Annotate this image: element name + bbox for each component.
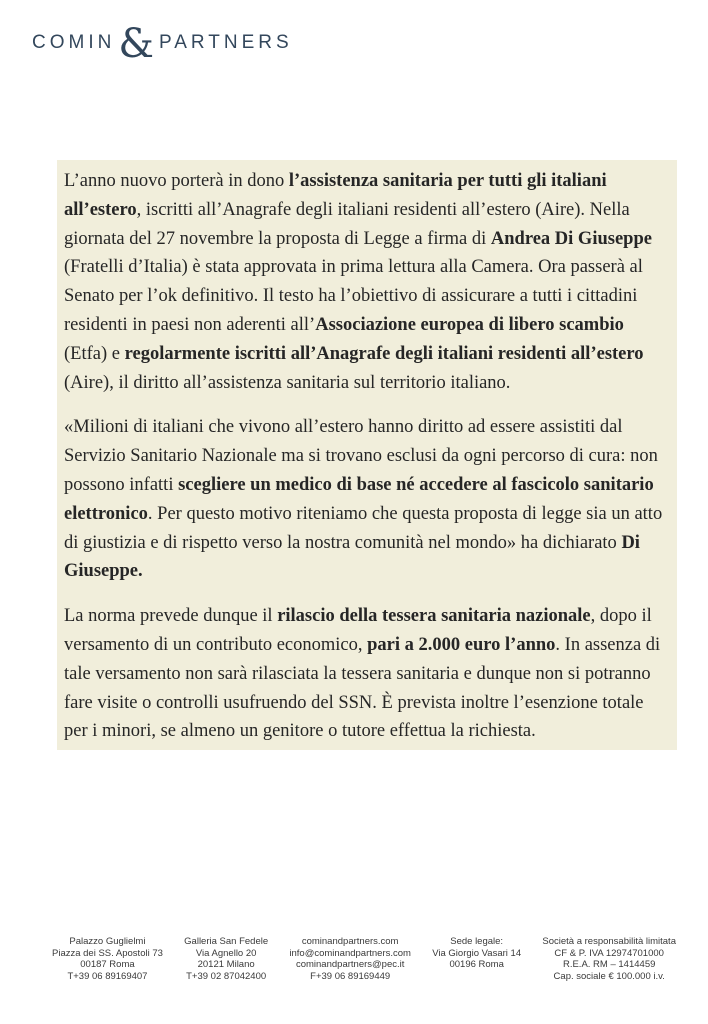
footer-line: Via Agnello 20 [195, 947, 257, 959]
footer-columns [52, 936, 676, 982]
ampersand-glyph: & [118, 21, 154, 67]
footer-line: T+39 06 89169407 [67, 970, 148, 982]
footer-line: cominandpartners@pec.it [295, 959, 405, 970]
footer-line: Cap. sociale € 100.000 i.v. [553, 970, 665, 982]
footer-line: cominandpartners.com [301, 936, 399, 947]
bold-text-segment: pari a 2.000 euro l’anno [367, 634, 556, 655]
footer-column [542, 936, 676, 982]
text-segment: (Etfa) e [64, 343, 125, 364]
logo-word-comin: COMIN [32, 32, 116, 53]
footer-line: Palazzo Guglielmi [69, 936, 146, 947]
bold-text-segment: scegliere un medico di base né accedere al fascicolo sanitario elettronico [64, 474, 654, 524]
text-segment: . In assenza di tale versamento non sarà rilasciata la tessera sanitaria e dunque non si potranno fare visite o controlli usufruendo del SSN. È prevista inoltre l’esenzione totale per i minori, se almeno un genitore o tutore effettua la richiesta. [64, 634, 661, 742]
article-paragraph [64, 413, 669, 586]
footer-column [432, 936, 521, 982]
bold-text-segment: regolarmente iscritti all’Anagrafe degli italiani residenti all’estero [124, 343, 644, 364]
bold-text-segment: Di Giuseppe. [64, 532, 640, 582]
footer-line: T+39 02 87042400 [186, 970, 267, 982]
bold-text-segment: l’assistenza sanitaria per tutti gli italiani all’estero [64, 171, 607, 220]
comin-partners-logo [32, 21, 293, 67]
footer-line: 20121 Milano [197, 959, 255, 970]
text-segment: La norma prevede dunque il [64, 606, 278, 627]
text-segment: (Aire), il diritto all’assistenza sanitaria sul territorio italiano. [64, 372, 511, 393]
footer-line: Piazza dei SS. Apostoli 73 [52, 947, 163, 959]
text-segment: , dopo il versamento di un contributo economico, [64, 606, 652, 655]
footer-line: Via Giorgio Vasari 14 [432, 947, 522, 959]
footer-line: info@cominandpartners.com [289, 947, 411, 959]
text-segment: L’anno nuovo porterà in dono [64, 171, 289, 191]
text-segment: , iscritti all’Anagrafe degli italiani residenti all’estero (Aire). Nella giornata del 27 novembre la proposta di Legge a firma di [64, 199, 630, 249]
bold-text-segment: Andrea Di Giuseppe [490, 228, 652, 249]
article-paragraph [64, 602, 669, 746]
footer-line: Sede legale: [450, 936, 504, 947]
footer-line: Galleria San Fedele [184, 936, 269, 947]
text-segment: «Milioni di italiani che vivono all’estero hanno diritto ad essere assistiti dal Servizio Sanitario Nazionale ma si trovano esclusi da ogni percorso di cura: non possono infatti [64, 417, 658, 495]
footer-line: F+39 06 89169449 [310, 970, 391, 982]
article-paragraph [64, 167, 669, 397]
footer-column [184, 936, 268, 982]
text-segment: . Per questo motivo riteniamo che questa proposta di legge sia un atto di giustizia e di rispetto verso la nostra comunità nel mondo» ha dichiarato [64, 503, 663, 553]
footer-line: 00196 Roma [449, 959, 504, 970]
footer-line: Società a responsabilità limitata [542, 936, 676, 947]
logo-word-partners: PARTNERS [158, 32, 293, 53]
footer-column [289, 936, 411, 982]
article-body [57, 160, 677, 750]
footer-line: R.E.A. RM – 1414459 [562, 959, 656, 970]
footer-line: 00187 Roma [80, 959, 135, 970]
bold-text-segment: rilascio della tessera sanitaria nazionale [277, 606, 591, 627]
footer-column [52, 936, 163, 982]
bold-text-segment: Associazione europea di libero scambio [315, 314, 624, 335]
text-segment: (Fratelli d’Italia) è stata approvata in prima lettura alla Camera. Ora passerà al Senato per l’ok definitivo. Il testo ha l’obiettivo di assicurare a tutti i cittadini residenti in paesi non aderenti all’ [64, 257, 643, 335]
footer-line: CF & P. IVA 12974701000 [554, 947, 664, 959]
